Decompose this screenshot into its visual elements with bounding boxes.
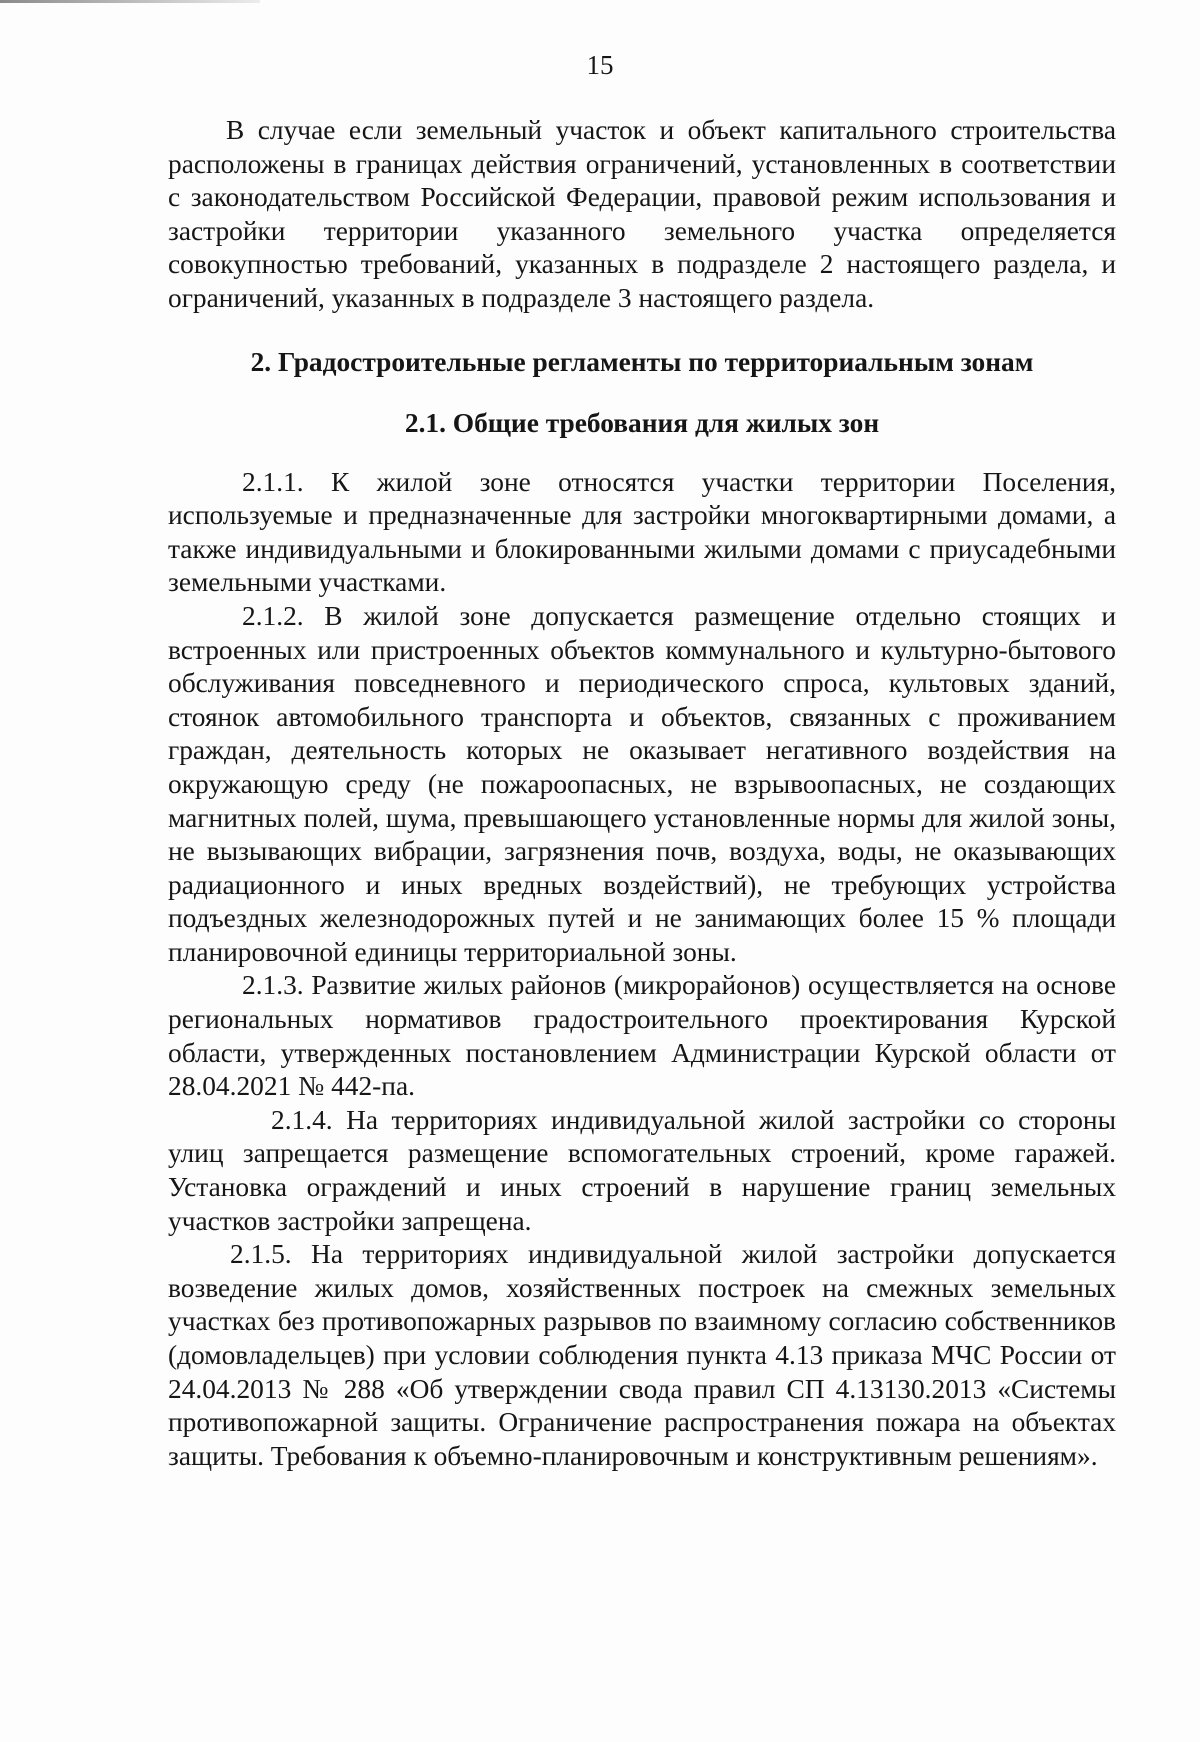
subsection-heading: 2.1. Общие требования для жилых зон	[404, 407, 880, 438]
clause-2-1-4: 2.1.4. На территориях индивидуальной жилой застройки со стороны улиц запрещается размещение вспомогательных строений, кроме гаражей. Установка ограждений и иных строений в нарушение границ земельных участков застройки запрещена.	[168, 1104, 1116, 1236]
intro-paragraph: В случае если земельный участок и объект капитального строительства расположены в границах действия ограничений, установленных в соответствии с законодательством Российской Федерации, правовой режим использования и застройки территории указанного земельного участка определяется совокупностью требований, указанных в подразделе 2 настоящего раздела, и ограничений, указанных в подразделе 3 настоящего раздела.	[168, 115, 1116, 313]
clause-2-1-3: 2.1.3. Развитие жилых районов (микрорайонов) осуществляется на основе региональных нормативов градостроительного проектирования Курской области, утвержденных постановлением Администрации Курской области от 28.04.2021 № 442-па.	[168, 970, 1116, 1102]
page-number: 15	[586, 50, 614, 80]
document-body	[168, 114, 1116, 1473]
scan-edge-mark	[0, 0, 260, 3]
clause-2-1-5: 2.1.5. На территориях индивидуальной жилой застройки допускается возведение жилых домов, хозяйственных построек на смежных земельных участках без противопожарных разрывов по взаимному согласию собственников (домовладельцев) при условии соблюдения пункта 4.13 приказа МЧС России от 24.04.2013 № 288 «Об утверждении свода правил СП 4.13130.2013 «Системы противопожарной защиты. Ограничение распространения пожара на объектах защиты. Требования к объемно-планировочным и конструктивным решениям».	[168, 1239, 1116, 1471]
clause-2-1-2: 2.1.2. В жилой зоне допускается размещение отдельно стоящих и встроенных или пристроенных объектов коммунального и культурно-бытового обслуживания повседневного и периодического спроса, культовых зданий, стоянок автомобильного транспорта и объектов, связанных с проживанием граждан, деятельность которых не оказывает негативного воздействия на окружающую среду (не пожароопасных, не взрывоопасных, не создающих магнитных полей, шума, превышающего установленные нормы для жилой зоны, не вызывающих вибрации, загрязнения почв, воздуха, воды, не оказывающих радиационного и иных вредных воздействий), не требующих устройства подъездных железнодорожных путей и не занимающих более 15 % площади планировочной единицы территориальной зоны.	[168, 600, 1116, 967]
section-heading: 2. Градостроительные регламенты по территориальным зонам	[250, 346, 1034, 377]
clause-2-1-1: 2.1.1. К жилой зоне относятся участки территории Поселения, используемые и предназначенные для застройки многоквартирными домами, а также индивидуальными и блокированными жилыми домами с приусадебными земельными участками.	[168, 466, 1116, 598]
